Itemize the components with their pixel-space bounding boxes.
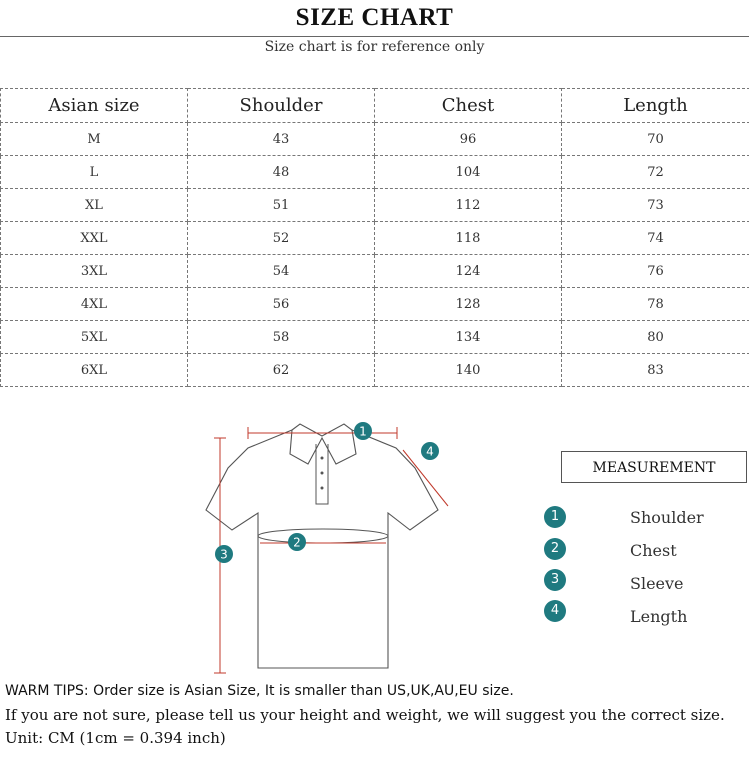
size-table <box>0 88 749 387</box>
table-row <box>1 255 749 288</box>
legend-label-sleeve: Sleeve <box>630 574 684 593</box>
column-header-shoulder: Shoulder <box>188 89 375 123</box>
shoulder-cell: 54 <box>188 255 375 288</box>
legend-number-4: 4 <box>544 600 566 622</box>
polo-shirt-diagram <box>200 418 460 680</box>
chest-cell: 96 <box>375 123 562 156</box>
size-cell: M <box>1 123 188 156</box>
column-header-length: Length <box>562 89 749 123</box>
shoulder-cell: 48 <box>188 156 375 189</box>
shoulder-cell: 62 <box>188 354 375 387</box>
length-cell: 74 <box>562 222 749 255</box>
table-header-row <box>1 89 749 123</box>
chest-cell: 104 <box>375 156 562 189</box>
length-cell: 72 <box>562 156 749 189</box>
shirt-button <box>321 457 324 460</box>
table-row <box>1 354 749 387</box>
length-cell: 78 <box>562 288 749 321</box>
shirt-button <box>321 472 324 475</box>
size-cell: L <box>1 156 188 189</box>
shoulder-cell: 52 <box>188 222 375 255</box>
marker-1-label: 1 <box>359 424 367 439</box>
length-cell: 73 <box>562 189 749 222</box>
warm-tips-line: WARM TIPS: Order size is Asian Size, It is smaller than US,UK,AU,EU size. <box>5 683 514 699</box>
size-cell: 4XL <box>1 288 188 321</box>
marker-4-label: 4 <box>426 444 434 459</box>
legend-number-1: 1 <box>544 506 566 528</box>
shirt-outline <box>206 430 438 668</box>
marker-2-label: 2 <box>293 535 301 550</box>
table-row <box>1 123 749 156</box>
legend-number-2: 2 <box>544 538 566 560</box>
size-cell: 6XL <box>1 354 188 387</box>
page-title: SIZE CHART <box>295 4 454 31</box>
legend-number-3: 3 <box>544 569 566 591</box>
advice-line: If you are not sure, please tell us your height and weight, we will suggest you the correct size. <box>5 706 725 724</box>
table-row <box>1 156 749 189</box>
measurement-title: MEASUREMENT <box>561 451 747 483</box>
chest-cell: 124 <box>375 255 562 288</box>
chest-guide <box>258 529 388 543</box>
length-cell: 80 <box>562 321 749 354</box>
table-row <box>1 222 749 255</box>
page-subtitle: Size chart is for reference only <box>264 39 485 55</box>
size-cell: XXL <box>1 222 188 255</box>
size-cell: XL <box>1 189 188 222</box>
shoulder-cell: 43 <box>188 123 375 156</box>
chest-cell: 140 <box>375 354 562 387</box>
length-cell: 70 <box>562 123 749 156</box>
legend-label-shoulder: Shoulder <box>630 508 704 527</box>
marker-3-label: 3 <box>220 547 228 562</box>
legend-label-length: Length <box>630 607 688 626</box>
column-header-chest: Chest <box>375 89 562 123</box>
table-row <box>1 189 749 222</box>
legend-label-chest: Chest <box>630 541 677 560</box>
table-row <box>1 321 749 354</box>
chest-cell: 112 <box>375 189 562 222</box>
table-row <box>1 288 749 321</box>
chest-cell: 134 <box>375 321 562 354</box>
size-cell: 3XL <box>1 255 188 288</box>
chest-cell: 118 <box>375 222 562 255</box>
title-divider <box>0 36 749 37</box>
length-cell: 76 <box>562 255 749 288</box>
shoulder-cell: 51 <box>188 189 375 222</box>
size-cell: 5XL <box>1 321 188 354</box>
chest-cell: 128 <box>375 288 562 321</box>
column-header-size: Asian size <box>1 89 188 123</box>
unit-line: Unit: CM (1cm = 0.394 inch) <box>5 729 226 747</box>
shoulder-cell: 56 <box>188 288 375 321</box>
length-cell: 83 <box>562 354 749 387</box>
shirt-button <box>321 487 324 490</box>
shoulder-cell: 58 <box>188 321 375 354</box>
